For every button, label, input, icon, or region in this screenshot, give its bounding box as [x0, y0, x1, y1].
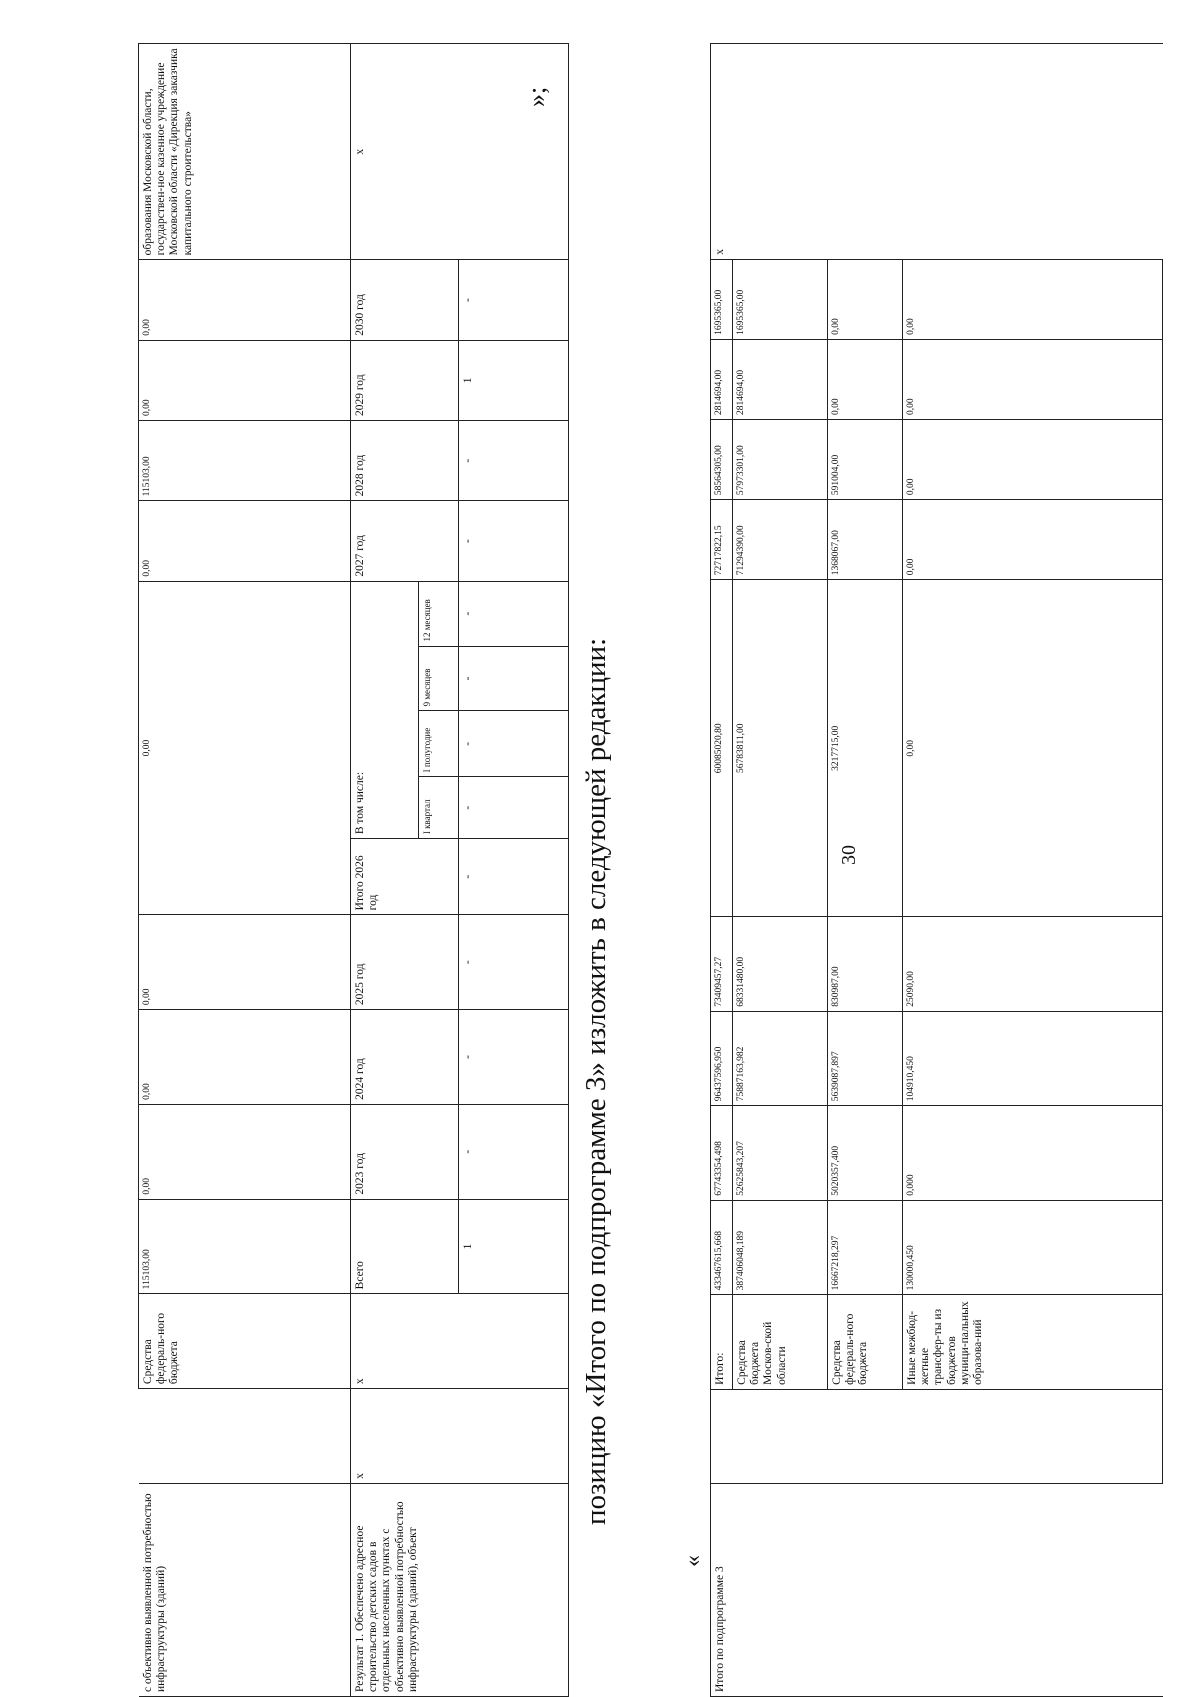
row-a-executor: образования Московской области, государствен-ное казенное учреждение Московской области «Дирекция заказчика капитального строительства» [139, 44, 351, 260]
row-a-2029: 0,00 [139, 340, 351, 420]
row-b-value-2024: - [459, 1010, 569, 1105]
cell-2026: 0,00 [903, 580, 1163, 917]
row-b-value-2026: - [459, 839, 569, 915]
cell-2030: 1695365,00 [711, 259, 733, 339]
row-b-value-2029: 1 [459, 340, 569, 420]
subprogram-title: Итого по подпрограмме 3 [711, 1484, 1163, 1697]
row-b-header-including: В том числе: [351, 581, 419, 838]
row-b-header-half: I полугодие [419, 711, 459, 777]
row-b-header-2030: 2030 год [351, 260, 459, 340]
cell-2030: 0,00 [903, 259, 1163, 339]
row-a-2025: 0,00 [139, 915, 351, 1010]
row-b-header-9m: 9 месяцев [419, 646, 459, 711]
row-b-value-half: - [459, 711, 569, 777]
cell-2028: 591004,00 [828, 420, 903, 500]
row-b-value-2027: - [459, 501, 569, 581]
opening-quote: « [680, 1555, 706, 1567]
amendment-caption: позицию «Итого по подпрограмме 3» изложить в следующей редакции: [580, 637, 612, 1525]
cell-2023: 5020357,400 [828, 1106, 903, 1201]
cell-2026: 3217715,00 [828, 580, 903, 917]
row-a-2026: 0,00 [139, 581, 351, 915]
row-b-header-2025: 2025 год [351, 915, 459, 1010]
row-b-value-2028: - [459, 421, 569, 501]
row-a-2030: 0,00 [139, 260, 351, 340]
table-row [711, 44, 733, 1697]
cell-2030: 0,00 [828, 259, 903, 339]
upper-table [138, 43, 569, 1697]
row-a-2027: 0,00 [139, 501, 351, 581]
row-label: Средства федераль-ного бюджета [828, 1295, 903, 1390]
row-b-value-2030: - [459, 260, 569, 340]
row-b-value-9m: - [459, 646, 569, 711]
row-b-col2: х [351, 1389, 569, 1484]
row-b-header-2029: 2029 год [351, 340, 459, 420]
cell-2029: 2814694,00 [711, 339, 733, 419]
row-a-source: Средства федераль-ного бюджета [139, 1294, 351, 1389]
cell-2027: 72717822,15 [711, 500, 733, 580]
row-b-value-12m: - [459, 581, 569, 646]
row-b-header-2026: Итого 2026 год [351, 839, 459, 915]
row-a-2024: 0,00 [139, 1010, 351, 1105]
cell-2027: 0,00 [903, 500, 1163, 580]
cell-2025: 830987,00 [828, 917, 903, 1012]
cell-total: 433467615,668 [711, 1200, 733, 1295]
cell-2027: 1368067,00 [828, 500, 903, 580]
row-label: Средства бюджета Москов-ской области [733, 1295, 828, 1390]
row-label: Иные межбюд-жетные трансфер-ты из бюджетов муници-пальных образова-ний [903, 1295, 1163, 1390]
subprogram-empty [711, 1389, 1163, 1484]
row-b-col3: х [351, 1294, 569, 1389]
row-b-executor: х [351, 44, 569, 260]
cell-2024: 75887163,982 [733, 1011, 828, 1106]
cell-2025: 68331480,00 [733, 917, 828, 1012]
row-a-empty [139, 1389, 351, 1484]
cell-2029: 0,00 [828, 339, 903, 419]
table-row [139, 44, 351, 1697]
cell-total: 387406048,189 [733, 1200, 828, 1295]
cell-2026: 56783811,00 [733, 580, 828, 917]
page-number: 30 [838, 845, 860, 865]
cell-2025: 73409457,27 [711, 917, 733, 1012]
cell-2027: 71294390,00 [733, 500, 828, 580]
cell-2028: 0,00 [903, 420, 1163, 500]
row-b-header-q1: I квартал [419, 777, 459, 839]
cell-2024: 104910,450 [903, 1011, 1163, 1106]
row-label: Итого: [711, 1295, 733, 1390]
row-a-2028: 115103,00 [139, 421, 351, 501]
cell-2024: 5639087,897 [828, 1011, 903, 1106]
cell-2025: 25090,00 [903, 917, 1163, 1012]
row-b-value-2023: - [459, 1104, 569, 1199]
row-b-header-2024: 2024 год [351, 1010, 459, 1105]
cell-2024: 96437596,950 [711, 1011, 733, 1106]
cell-2029: 2814694,00 [733, 339, 828, 419]
row-a-2023: 0,00 [139, 1104, 351, 1199]
cell-2028: 58564305,00 [711, 420, 733, 500]
row-b-header-2027: 2027 год [351, 501, 459, 581]
cell-2029: 0,00 [903, 339, 1163, 419]
row-b-value-q1: - [459, 777, 569, 839]
row-b-header-2023: 2023 год [351, 1104, 459, 1199]
subprogram-executor: х [711, 44, 1163, 260]
cell-total: 16667218,297 [828, 1200, 903, 1295]
cell-total: 130000,450 [903, 1200, 1163, 1295]
cell-2028: 57973301,00 [733, 420, 828, 500]
cell-2023: 0,000 [903, 1106, 1163, 1201]
row-b-header-total: Всего [351, 1199, 459, 1294]
table-row [351, 44, 419, 1697]
row-a-description: с объективно выявленной потребностью инфраструктуры (зданий) [139, 1483, 351, 1696]
lower-table [710, 43, 1163, 1697]
closing-quote: »; [522, 86, 551, 107]
row-b-description: Результат 1. Обеспечено адресное строительство детских садов в отдельных населенных пунктах с объективно выявленной потребностью инфраструктуры (зданий), объект [351, 1483, 569, 1696]
cell-2023: 52625843,207 [733, 1106, 828, 1201]
row-b-header-12m: 12 месяцев [419, 581, 459, 646]
row-b-header-2028: 2028 год [351, 421, 459, 501]
row-a-total: 115103,00 [139, 1199, 351, 1294]
cell-2030: 1695365,00 [733, 259, 828, 339]
row-b-value-2025: - [459, 915, 569, 1010]
cell-2023: 67743354,498 [711, 1106, 733, 1201]
cell-2026: 60085020,80 [711, 580, 733, 917]
row-b-value-total: 1 [459, 1199, 569, 1294]
